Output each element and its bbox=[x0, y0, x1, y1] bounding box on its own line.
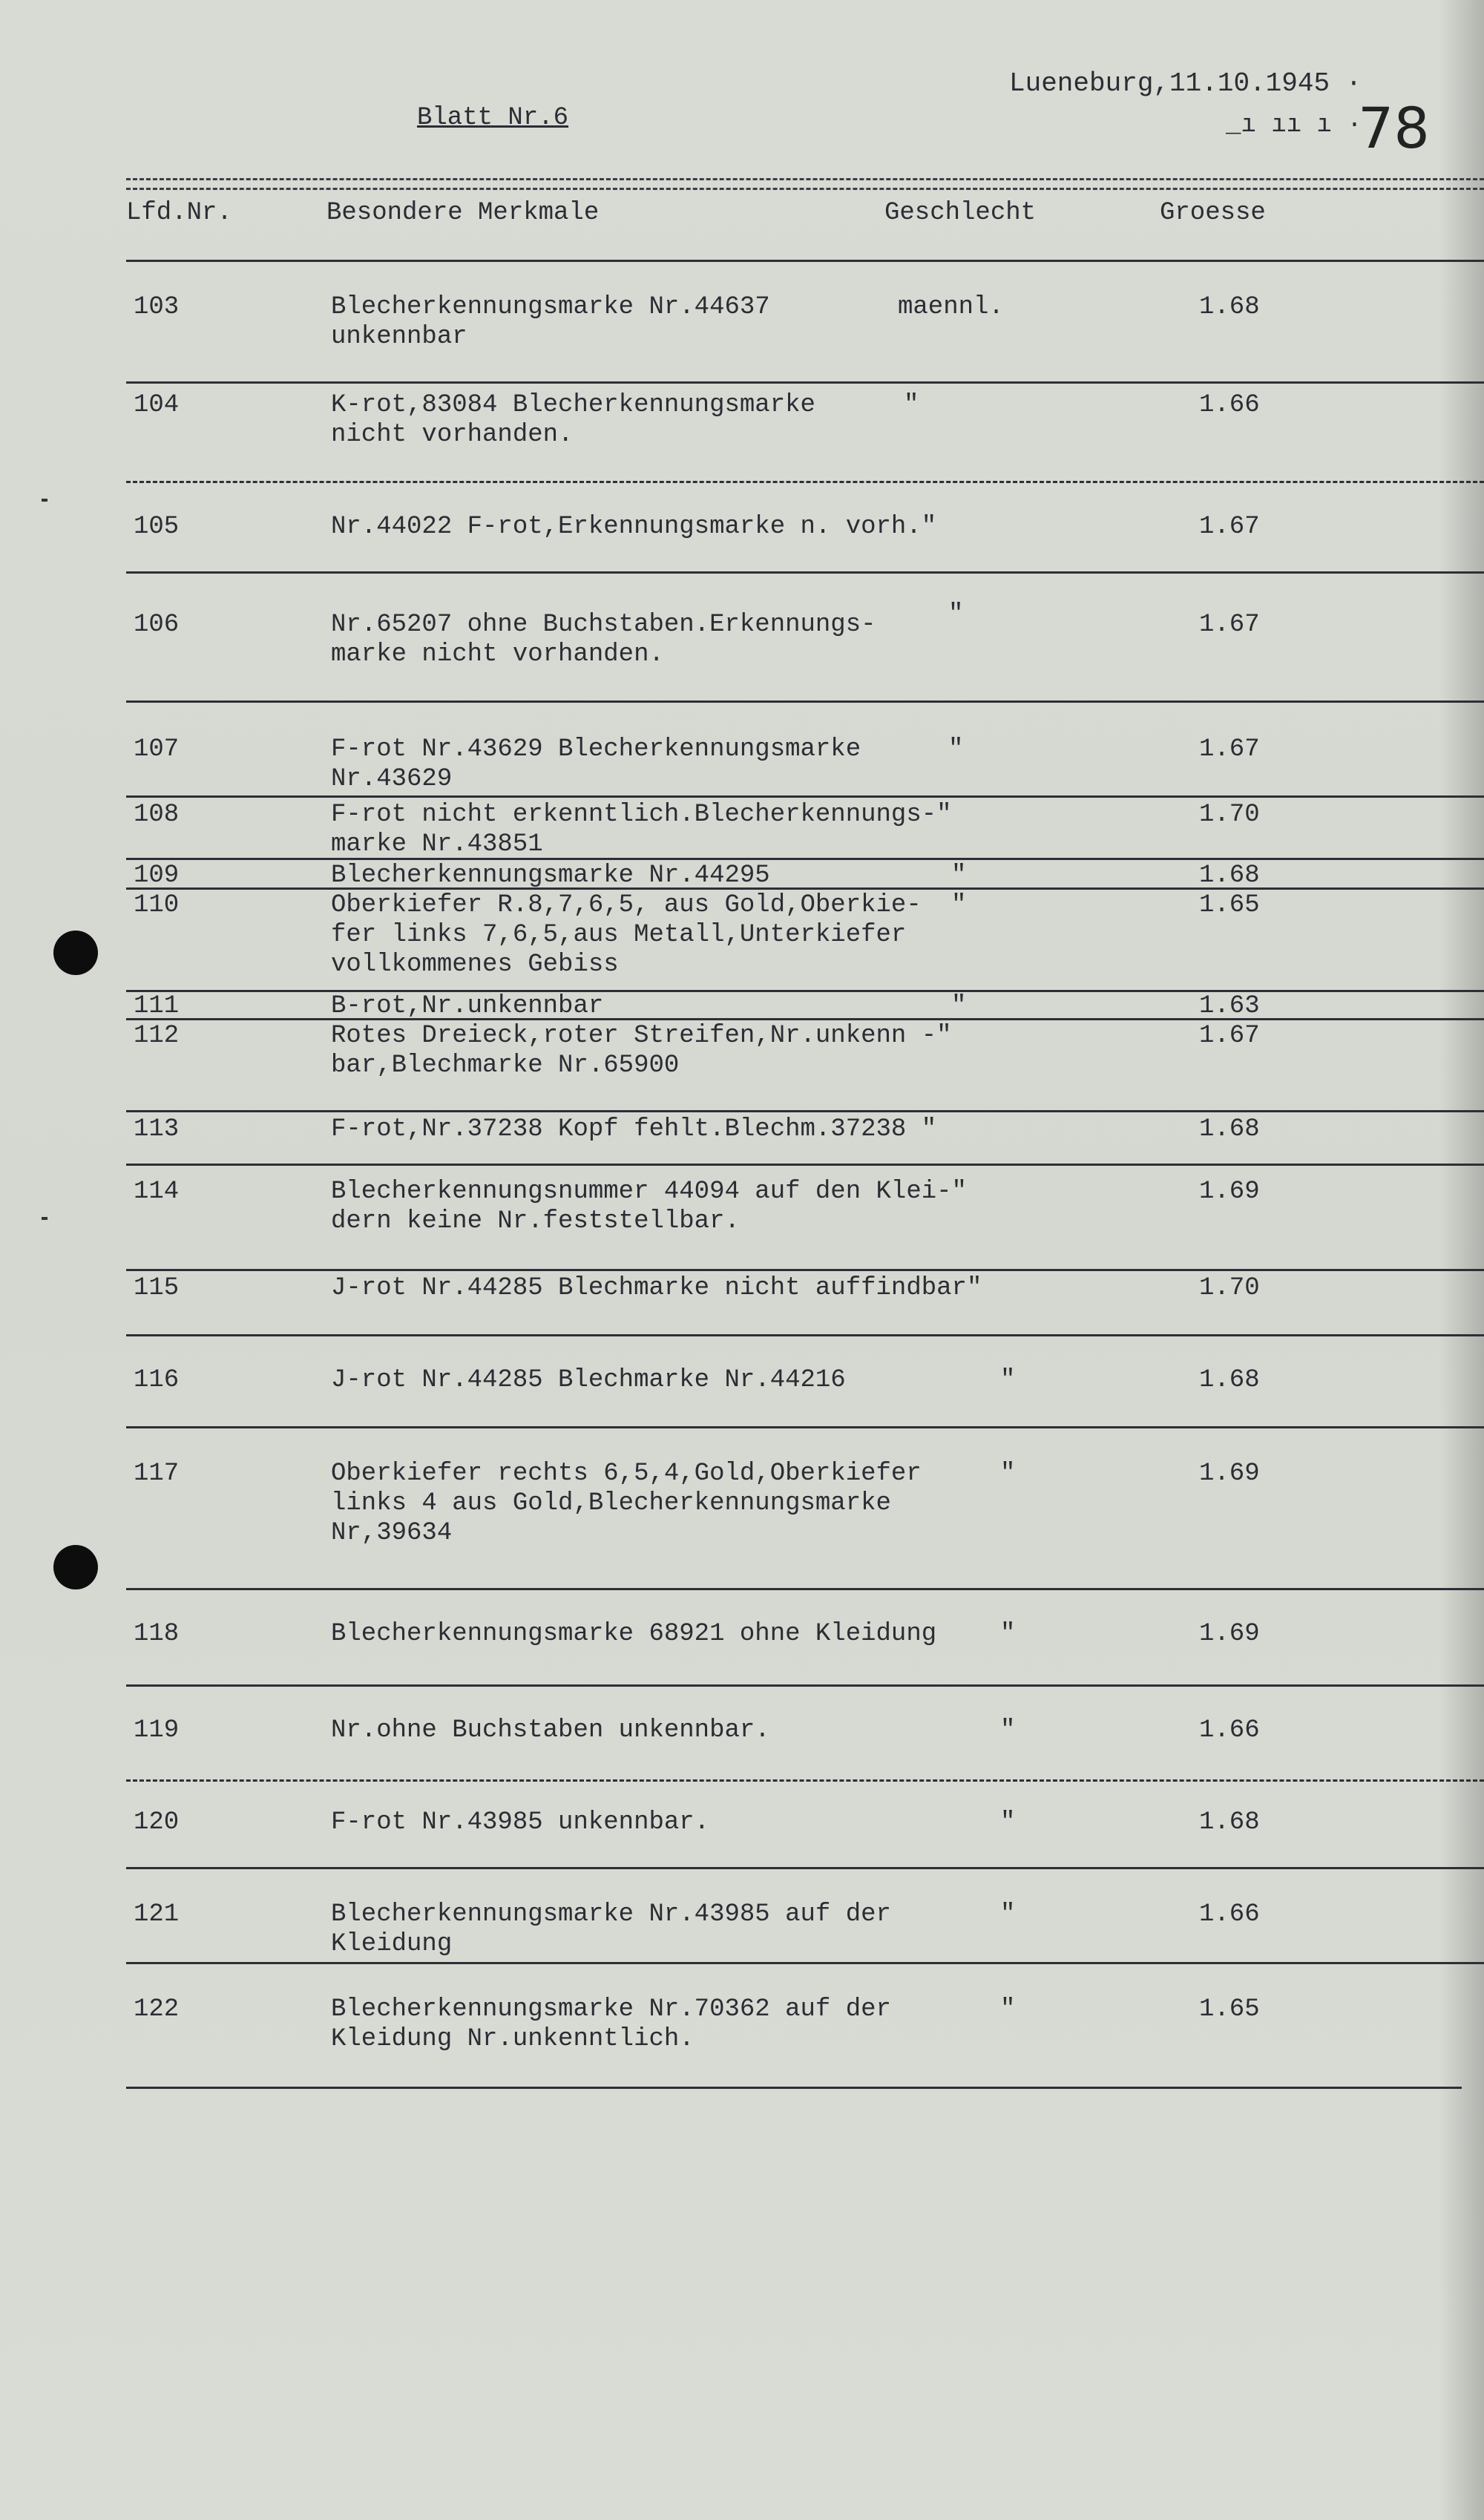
row-number: 118 bbox=[134, 1620, 180, 1648]
row-rule bbox=[126, 1110, 1484, 1112]
row-number: 111 bbox=[134, 992, 180, 1020]
row-height: 1.65 bbox=[1199, 1995, 1260, 2024]
row-marks: F-rot Nr.43629 Blecherkennungsmarke Nr.43629 bbox=[331, 735, 861, 793]
row-height: 1.65 bbox=[1199, 891, 1260, 919]
row-marks: J-rot Nr.44285 Blechmarke nicht auffindbar" bbox=[331, 1274, 982, 1302]
row-marks: Rotes Dreieck,roter Streifen,Nr.unkenn -" bar,Blechmarke Nr.65900 bbox=[331, 1022, 952, 1080]
row-marks: Oberkiefer R.8,7,6,5, aus Gold,Oberkie- fer links 7,6,5,aus Metall,Unterkiefer vollkommenes Gebiss bbox=[331, 891, 922, 979]
row-rule bbox=[126, 887, 1484, 890]
row-marks: Nr.44022 F-rot,Erkennungsmarke n. vorh." bbox=[331, 513, 937, 541]
row-marks: Blecherkennungsmarke 68921 ohne Kleidung bbox=[331, 1620, 937, 1648]
row-number: 117 bbox=[134, 1460, 180, 1488]
row-sex: " bbox=[1000, 1900, 1016, 1929]
row-marks: Nr.ohne Buchstaben unkennbar. bbox=[331, 1716, 770, 1745]
row-sex: " bbox=[951, 862, 967, 890]
row-sex: " bbox=[948, 600, 964, 629]
row-height: 1.70 bbox=[1199, 1274, 1260, 1302]
row-marks: F-rot nicht erkenntlich.Blecherkennungs-" marke Nr.43851 bbox=[331, 801, 952, 859]
row-number: 113 bbox=[134, 1115, 180, 1143]
row-number: 120 bbox=[134, 1808, 180, 1837]
row-height: 1.68 bbox=[1199, 1808, 1260, 1837]
row-marks: Blecherkennungsmarke Nr.43985 auf der Kleidung bbox=[331, 1900, 891, 1958]
row-height: 1.66 bbox=[1199, 1716, 1260, 1745]
row-height: 1.68 bbox=[1199, 862, 1260, 890]
row-height: 1.68 bbox=[1199, 293, 1260, 321]
header-rule bbox=[126, 260, 1484, 262]
row-sex: " bbox=[1000, 1808, 1016, 1837]
punch-hole bbox=[53, 931, 98, 975]
row-rule bbox=[126, 1684, 1484, 1687]
row-rule bbox=[126, 2087, 1462, 2089]
row-marks: Blecherkennungsmarke Nr.44295 bbox=[331, 862, 770, 890]
row-number: 116 bbox=[134, 1366, 180, 1394]
row-rule bbox=[126, 990, 1484, 992]
row-number: 106 bbox=[134, 611, 180, 639]
row-sex: " bbox=[951, 992, 967, 1020]
row-marks: F-rot Nr.43985 unkennbar. bbox=[331, 1808, 710, 1837]
row-height: 1.67 bbox=[1199, 513, 1260, 541]
row-sex: " bbox=[1000, 1620, 1016, 1648]
row-rule bbox=[126, 1164, 1484, 1166]
column-header-height: Groesse bbox=[1160, 199, 1266, 227]
row-rule bbox=[126, 1962, 1484, 1964]
row-number: 109 bbox=[134, 862, 180, 890]
row-sex: " bbox=[1000, 1366, 1016, 1394]
row-number: 104 bbox=[134, 391, 180, 419]
row-rule bbox=[126, 1779, 1484, 1782]
row-rule bbox=[126, 381, 1484, 384]
row-sex: " bbox=[951, 891, 967, 919]
row-height: 1.70 bbox=[1199, 801, 1260, 829]
sheet-title: Blatt Nr.6 bbox=[417, 104, 569, 132]
row-height: 1.69 bbox=[1199, 1460, 1260, 1488]
row-number: 119 bbox=[134, 1716, 180, 1745]
row-number: 112 bbox=[134, 1022, 180, 1050]
row-height: 1.63 bbox=[1199, 992, 1260, 1020]
page-number: 78 bbox=[1358, 95, 1430, 161]
row-rule bbox=[126, 481, 1484, 483]
row-number: 121 bbox=[134, 1900, 180, 1929]
row-rule bbox=[126, 1018, 1484, 1020]
row-marks: J-rot Nr.44285 Blechmarke Nr.44216 bbox=[331, 1366, 846, 1394]
row-number: 108 bbox=[134, 801, 180, 829]
margin-mark bbox=[42, 1217, 47, 1220]
row-sex: " bbox=[1000, 1995, 1016, 2024]
row-marks: B-rot,Nr.unkennbar bbox=[331, 992, 604, 1020]
row-rule bbox=[126, 858, 1484, 860]
row-number: 105 bbox=[134, 513, 180, 541]
place-date: Lueneburg,11.10.1945 · bbox=[1009, 68, 1362, 99]
row-sex: maennl. bbox=[898, 293, 1004, 321]
row-height: 1.66 bbox=[1199, 391, 1260, 419]
stamp-marks: _ı ıı ı · bbox=[1226, 111, 1362, 140]
row-rule bbox=[126, 795, 1484, 798]
row-rule bbox=[126, 1426, 1484, 1428]
column-header-sex: Geschlecht bbox=[884, 199, 1037, 227]
row-number: 107 bbox=[134, 735, 180, 764]
margin-mark bbox=[42, 499, 47, 502]
row-height: 1.67 bbox=[1199, 611, 1260, 639]
row-rule bbox=[126, 1867, 1484, 1869]
row-sex: " bbox=[1000, 1716, 1016, 1745]
row-sex: " bbox=[904, 391, 919, 419]
row-rule bbox=[126, 1588, 1484, 1590]
row-rule bbox=[126, 700, 1484, 703]
row-marks: Blecherkennungsmarke Nr.44637 unkennbar bbox=[331, 293, 770, 351]
row-height: 1.66 bbox=[1199, 1900, 1260, 1929]
row-height: 1.69 bbox=[1199, 1178, 1260, 1206]
header-double-rule bbox=[126, 178, 1484, 190]
row-height: 1.68 bbox=[1199, 1115, 1260, 1143]
column-header-no: Lfd.Nr. bbox=[126, 199, 232, 227]
row-height: 1.67 bbox=[1199, 1022, 1260, 1050]
row-marks: F-rot,Nr.37238 Kopf fehlt.Blechm.37238 " bbox=[331, 1115, 937, 1143]
row-marks: Nr.65207 ohne Buchstaben.Erkennungs- marke nicht vorhanden. bbox=[331, 611, 876, 669]
row-marks: Oberkiefer rechts 6,5,4,Gold,Oberkiefer links 4 aus Gold,Blecherkennungsmarke Nr,39634 bbox=[331, 1460, 922, 1547]
row-marks: Blecherkennungsnummer 44094 auf den Klei-" dern keine Nr.feststellbar. bbox=[331, 1178, 967, 1236]
row-rule bbox=[126, 1334, 1484, 1336]
row-height: 1.69 bbox=[1199, 1620, 1260, 1648]
column-header-marks: Besondere Merkmale bbox=[326, 199, 600, 227]
row-marks: K-rot,83084 Blecherkennungsmarke nicht vorhanden. bbox=[331, 391, 815, 449]
row-height: 1.68 bbox=[1199, 1366, 1260, 1394]
punch-hole bbox=[53, 1545, 98, 1589]
page-edge-shadow bbox=[1439, 0, 1484, 2520]
row-sex: " bbox=[948, 735, 964, 764]
row-number: 110 bbox=[134, 891, 180, 919]
row-marks: Blecherkennungsmarke Nr.70362 auf der Kleidung Nr.unkenntlich. bbox=[331, 1995, 891, 2053]
row-height: 1.67 bbox=[1199, 735, 1260, 764]
row-number: 122 bbox=[134, 1995, 180, 2024]
row-rule bbox=[126, 1269, 1484, 1271]
row-number: 114 bbox=[134, 1178, 180, 1206]
row-rule bbox=[126, 571, 1484, 574]
row-sex: " bbox=[1000, 1460, 1016, 1488]
row-number: 103 bbox=[134, 293, 180, 321]
row-number: 115 bbox=[134, 1274, 180, 1302]
